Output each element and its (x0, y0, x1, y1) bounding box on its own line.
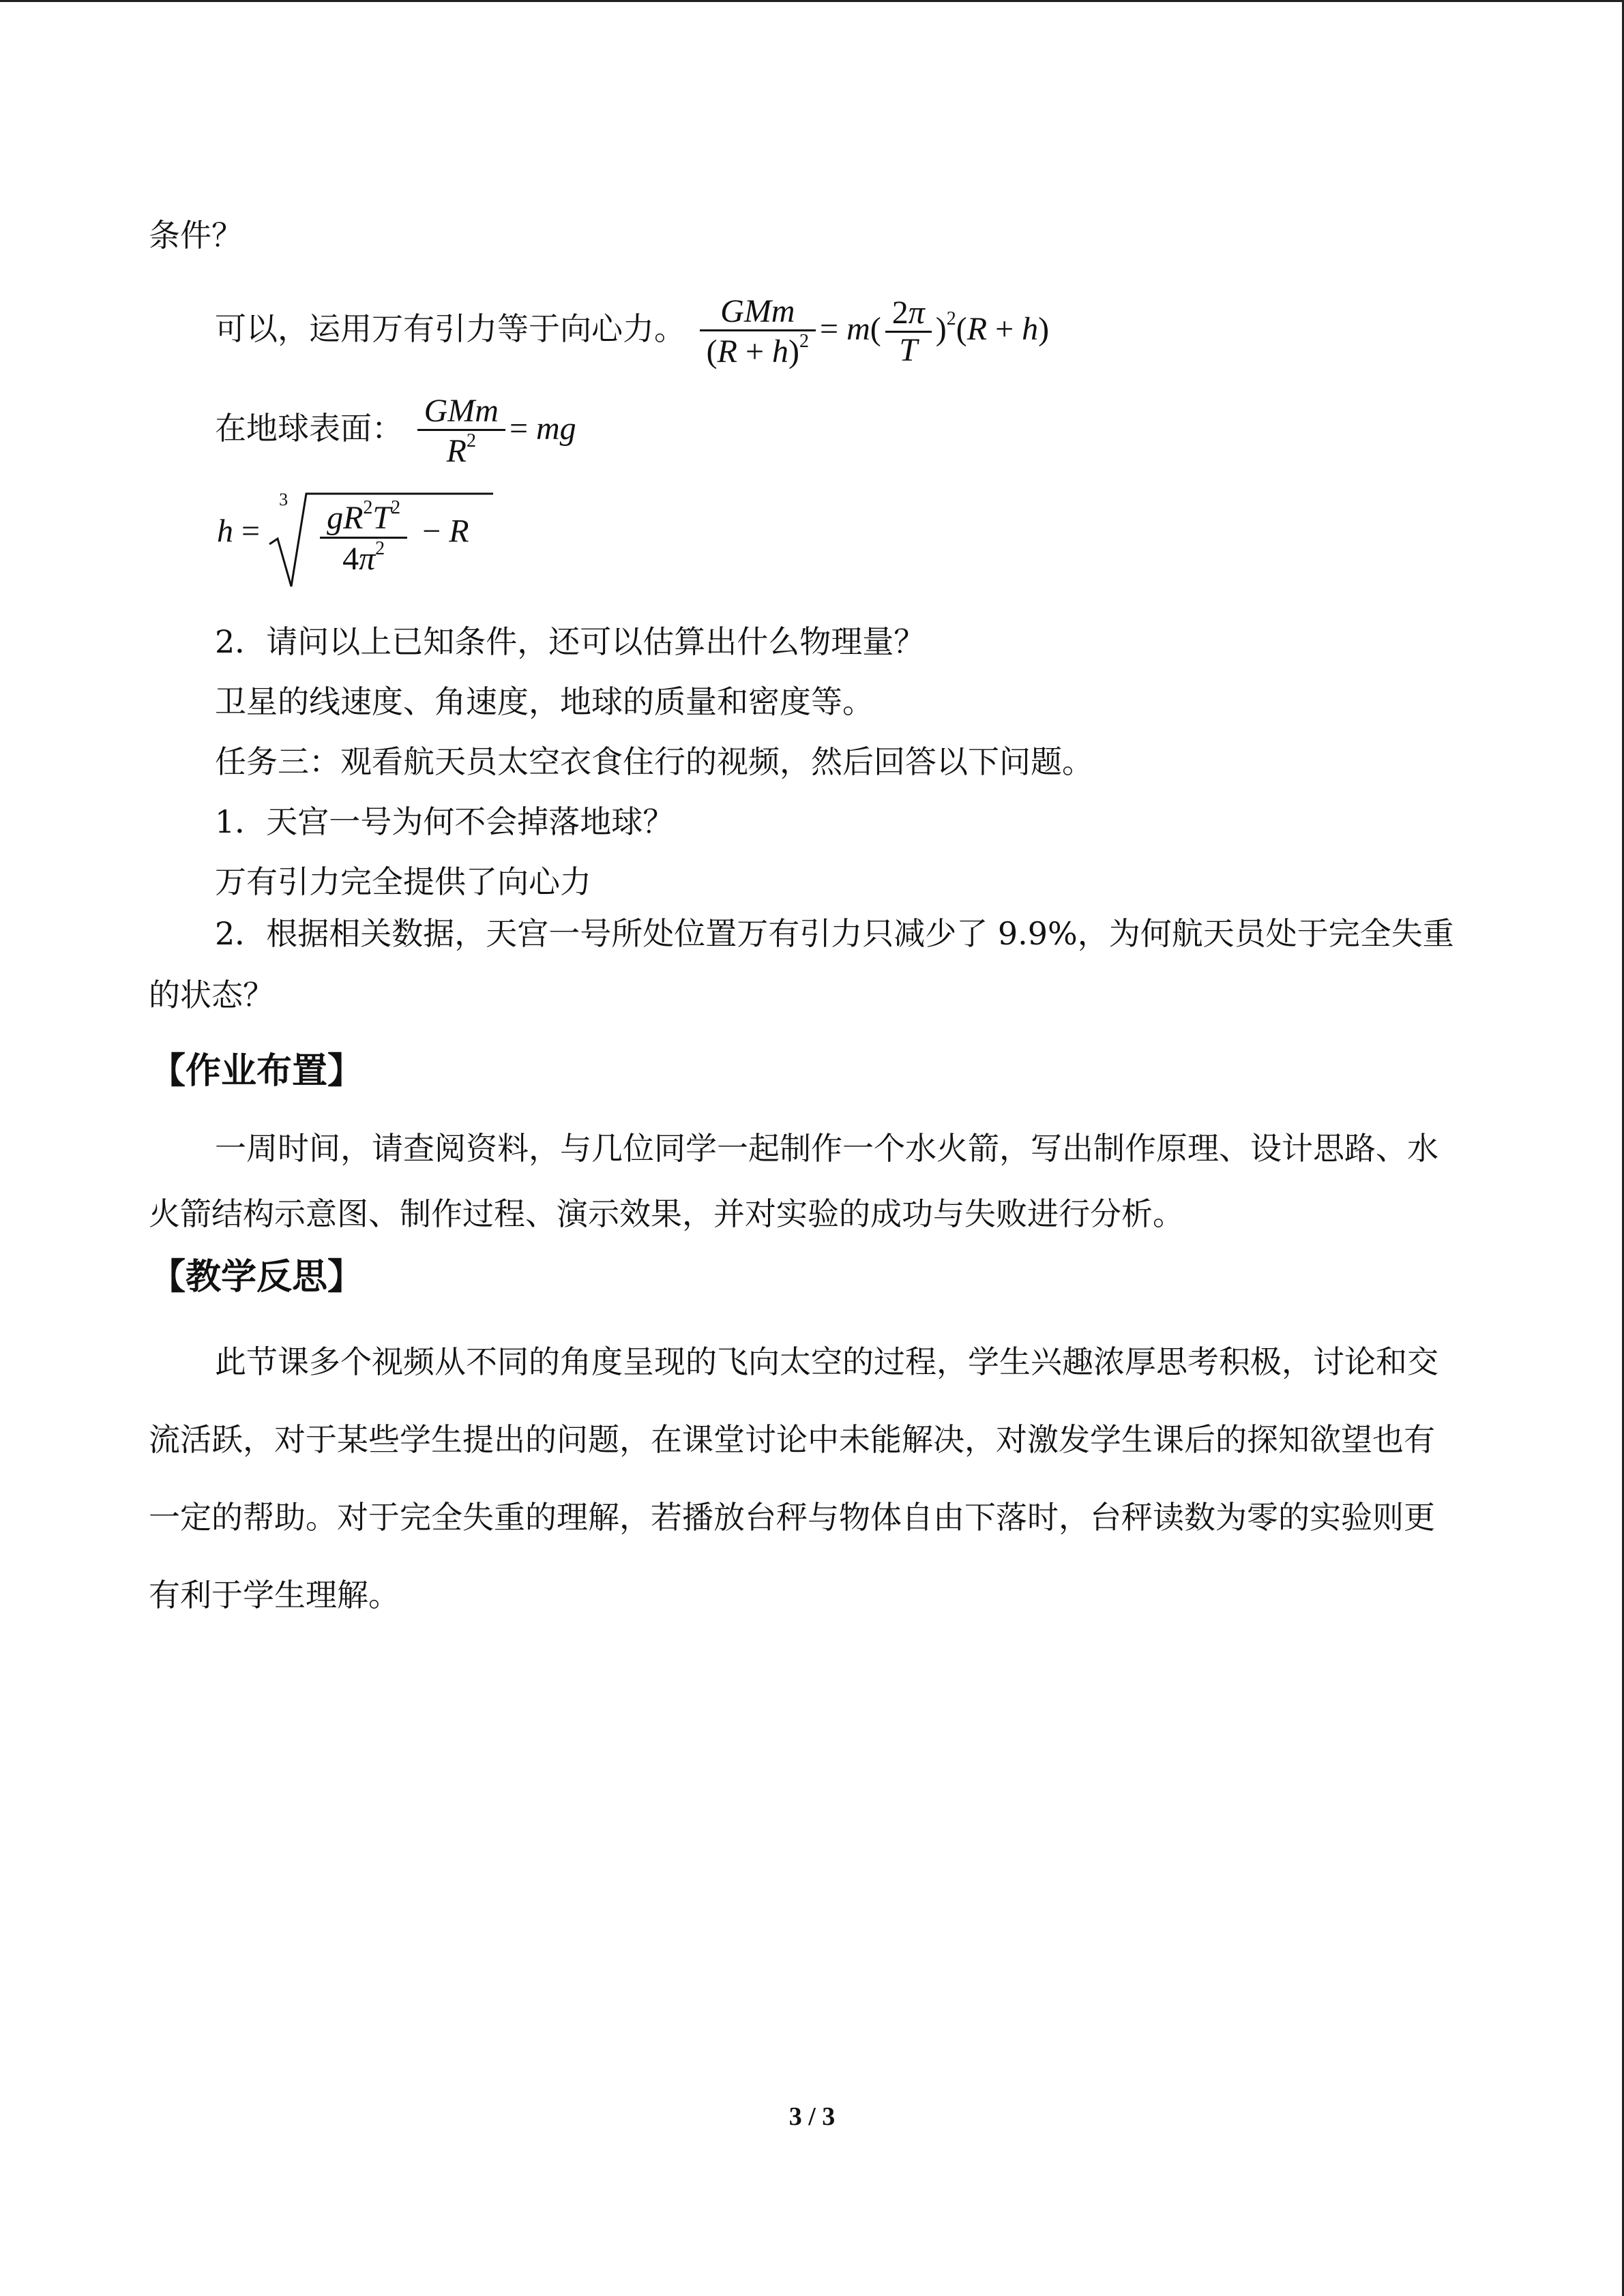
paragraph-conditions: 条件？ (149, 217, 243, 254)
heading-homework: 【作业布置】 (150, 1051, 364, 1092)
page-number: 3 / 3 (788, 2102, 836, 2131)
paragraph-question-2: 2．请问以上已知条件，还可以估算出什么物理量？ (215, 623, 926, 660)
page-top-border (0, 0, 1624, 2)
paragraph-tiangong-question-2: 2．根据相关数据，天宫一号所处位置万有引力只减少了 9.9%，为何航天员处于完全失重的状态？ (149, 915, 1454, 1013)
paragraph-task-3: 任务三：观看航天员太空衣食住行的视频，然后回答以下问题。 (215, 743, 1093, 780)
paragraph-tiangong-answer-1: 万有引力完全提供了向心力 (215, 863, 591, 900)
formula-surface-gravity: $\frac{\text{GMm}}{R^2}$ = mg (413, 411, 576, 447)
cube-root-symbol: 3 $\frac{gR^2T^2}{4\pi^2}$ (268, 491, 414, 578)
paragraph-earth-surface-text: 在地球表面： (215, 410, 403, 447)
heading-reflection: 【教学反思】 (150, 1257, 364, 1298)
paragraph-tiangong-question-1: 1．天宫一号为何不会掉落地球？ (215, 803, 675, 840)
paragraph-reflection: 此节课多个视频从不同的角度呈现的飞向太空的过程，学生兴趣浓厚思考积极，讨论和交流活跃，对于某些学生提出的问题，在课堂讨论中未能解决，对激发学生课后的探知欲望也有一定的帮助。对于完全失重的理解，若播放台秤与物体自由下落时，台秤读数为零的实验则更有利于学生理解。 (149, 1343, 1438, 1613)
paragraph-answer-2: 卫星的线速度、角速度，地球的质量和密度等。 (215, 683, 874, 720)
formula-orbit-height: h = 3 $\frac{gR^2T^2}{4\pi^2}$ − R (217, 491, 469, 578)
paragraph-gravity-centripetal (215, 278, 1524, 370)
paragraph-gravity-centripetal-text: 可以，运用万有引力等于向心力。 (215, 310, 685, 347)
paragraph-homework: 一周时间，请查阅资料，与几位同学一起制作一个水火箭，写出制作原理、设计思路、水火箭结构示意图、制作过程、演示效果，并对实验的成功与失败进行分析。 (149, 1130, 1438, 1232)
formula-gravity-equals-centripetal: $\frac{\text{GMm}}{(R + h)^2}$ = m( $\frac{2\pi}{T}$ )$^2$(R + h) (696, 311, 1050, 347)
paragraph-earth-surface (215, 387, 1524, 470)
